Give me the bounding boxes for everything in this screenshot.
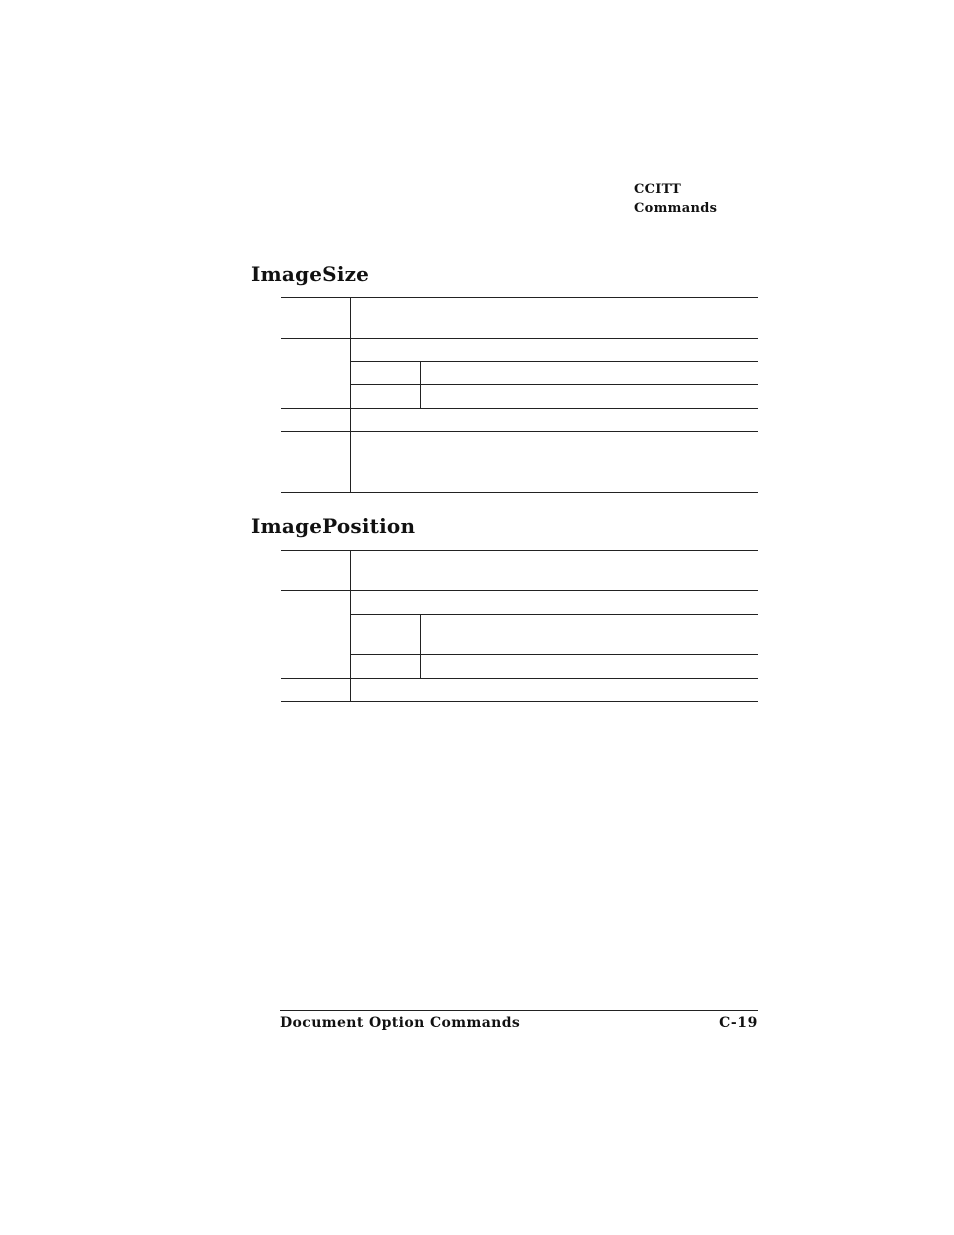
footer-rule xyxy=(280,1010,758,1011)
table-rule xyxy=(350,384,758,385)
table-rule xyxy=(281,590,758,591)
footer-chapter-title: Document Option Commands xyxy=(280,1015,521,1031)
table-rule xyxy=(281,701,758,702)
table-rule xyxy=(281,678,758,679)
table-rule xyxy=(281,492,758,493)
table-rule xyxy=(350,654,758,655)
running-header-line-2: Commands xyxy=(634,201,718,216)
table-column-rule xyxy=(420,361,421,408)
table-rule xyxy=(281,297,758,298)
table-column-rule xyxy=(350,297,351,493)
section-title-imagesize: ImageSize xyxy=(251,262,370,286)
running-header-line-1: CCITT xyxy=(634,182,682,197)
table-column-rule xyxy=(420,614,421,678)
running-header xyxy=(634,180,717,218)
section-title-imageposition: ImagePosition xyxy=(251,514,416,538)
table-rule xyxy=(350,361,758,362)
table-column-rule xyxy=(350,550,351,702)
table-rule xyxy=(281,431,758,432)
table-rule xyxy=(281,550,758,551)
table-rule xyxy=(350,614,758,615)
table-rule xyxy=(281,338,758,339)
table-rule xyxy=(281,408,758,409)
footer-page-number: C-19 xyxy=(719,1015,758,1031)
